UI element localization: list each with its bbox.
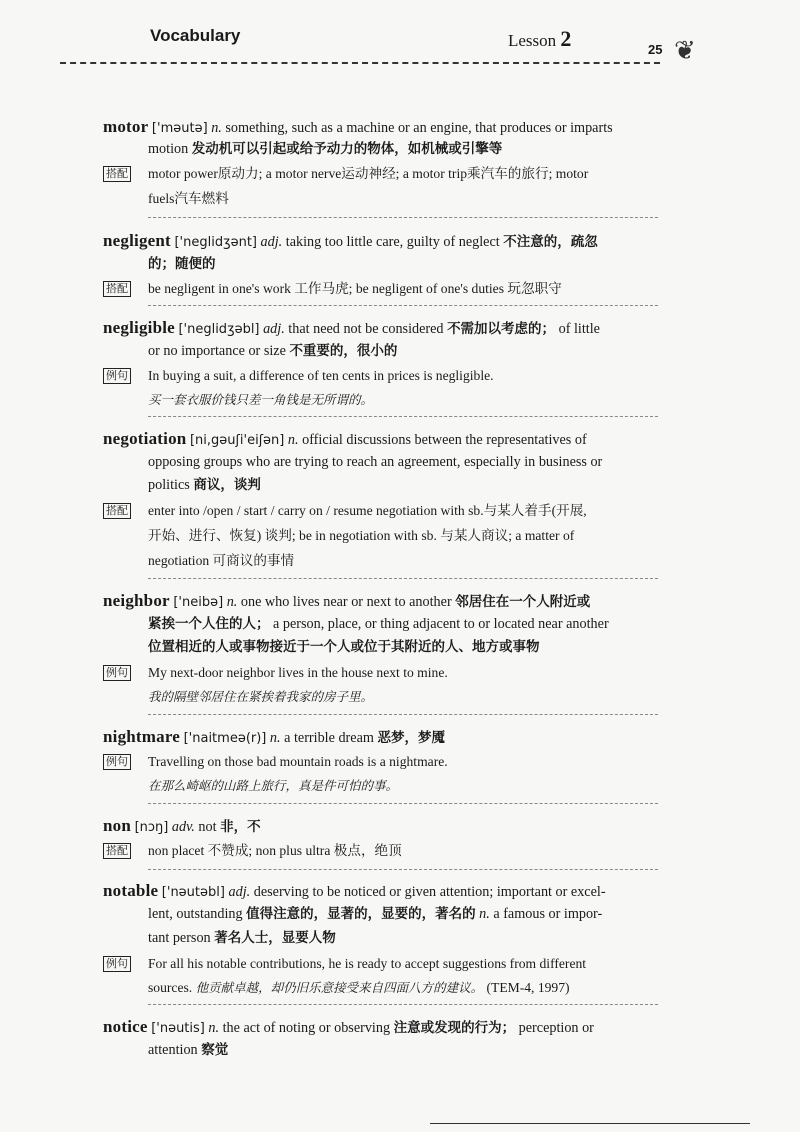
headword: notable xyxy=(103,881,159,900)
chinese-gloss: 发动机可以引起或给予动力的物体，如机械或引擎等 xyxy=(191,141,503,157)
example-tag: 例句 xyxy=(103,368,131,384)
headword: notice xyxy=(103,1017,148,1036)
entry-negotiation xyxy=(103,428,668,451)
page-number: 25 xyxy=(648,42,663,57)
headword: nightmare xyxy=(103,727,181,746)
separator xyxy=(148,869,658,870)
definition-cont: opposing groups who are trying to reach an agreement, especially in business or xyxy=(148,454,603,470)
separator xyxy=(148,416,658,417)
headword: non xyxy=(103,816,132,835)
headword: negligent xyxy=(103,231,171,250)
definition-cont xyxy=(148,254,668,275)
definition: of little xyxy=(558,321,600,337)
definition-cont xyxy=(148,614,668,635)
part-of-speech: n. xyxy=(211,120,222,136)
example-sentence: Travelling on those bad mountain roads is a nightmare. xyxy=(148,754,448,769)
collocation-tag: 搭配 xyxy=(103,281,131,297)
example-tag: 例句 xyxy=(103,665,131,681)
definition: something, such as a machine or an engine, that produces or imparts xyxy=(225,120,613,136)
part-of-speech: adj. xyxy=(263,321,285,337)
part-of-speech: n. xyxy=(479,906,490,922)
definition: taking too little care, guilty of neglect xyxy=(285,234,500,250)
phonetic: ['nəutəbl] xyxy=(161,885,225,900)
chinese-gloss: 非，不 xyxy=(220,819,261,835)
part-of-speech: n. xyxy=(208,1020,220,1036)
definition-cont xyxy=(148,341,668,362)
phonetic: [nɔŋ] xyxy=(134,820,169,835)
definition: one who lives near or next to another xyxy=(240,594,452,610)
definition: perception or xyxy=(518,1020,594,1036)
example-translation: 买一套衣服价钱只差一角钱是无所谓的。 xyxy=(148,392,374,407)
example-translation: 他贡献卓越，却仍旧乐意接受来自四面八方的建议。 xyxy=(195,980,484,995)
footer-rule xyxy=(430,1123,750,1124)
separator xyxy=(148,1004,658,1005)
example-source: (TEM-4, 1997) xyxy=(486,980,570,995)
part-of-speech: adj. xyxy=(228,884,251,900)
definition-cont xyxy=(148,475,668,496)
chinese-gloss: 注意或发现的行为； xyxy=(393,1020,516,1036)
leaf-icon: ❦ xyxy=(674,36,696,65)
separator xyxy=(148,217,658,218)
entry-non xyxy=(103,815,668,838)
definition-text: attention xyxy=(148,1042,198,1058)
entry-neighbor xyxy=(103,590,668,613)
headword: neighbor xyxy=(103,591,170,610)
definition: that need not be considered xyxy=(288,321,444,337)
chinese-gloss: 察觉 xyxy=(201,1042,229,1058)
example-sentence: In buying a suit, a difference of ten cents in prices is negligible. xyxy=(148,368,494,383)
chinese-gloss: 恶梦，梦魇 xyxy=(377,730,445,746)
definition-text: tant person xyxy=(148,930,211,946)
part-of-speech: n. xyxy=(287,432,299,448)
chinese-gloss: 邻居住在一个人附近或 xyxy=(455,594,591,610)
headword: motor xyxy=(103,117,149,136)
definition: deserving to be noticed or given attention; important or excel- xyxy=(253,884,606,900)
separator xyxy=(148,578,658,579)
collocation: motor power原动力; a motor nerve运动神经; a motor trip乘汽车的旅行; motor xyxy=(148,166,589,181)
phonetic: ['məutə] xyxy=(151,121,208,136)
example-translation: 在那么崎岖的山路上旅行，真是件可怕的事。 xyxy=(148,778,399,793)
chinese-gloss: 不需加以考虑的； xyxy=(447,321,556,337)
phonetic: ['neglidʒəbl] xyxy=(178,322,260,337)
collocation: negotiation 可商议的事情 xyxy=(148,553,295,568)
chinese-gloss: 的；随便的 xyxy=(148,256,216,272)
example-translation: 我的隔壁邻居住在紧挨着我家的房子里。 xyxy=(148,689,374,704)
collocation: 开始、进行、恢复) 谈判; be in negotiation with sb. 与某人商议; a matter of xyxy=(148,528,575,543)
example-text: sources. xyxy=(148,980,193,995)
chinese-gloss: 不注意的，疏忽 xyxy=(503,234,598,250)
lesson-title xyxy=(508,26,571,52)
chinese-gloss: 值得注意的，显著的，显要的，著名的 xyxy=(246,906,476,922)
collocation-tag: 搭配 xyxy=(103,166,131,182)
definition-text: motion xyxy=(148,141,189,157)
part-of-speech: adv. xyxy=(171,819,195,835)
definition-text: or no importance or size xyxy=(148,343,286,359)
definition-text: politics xyxy=(148,477,190,493)
lesson-word: Lesson xyxy=(508,31,557,50)
chinese-gloss: 紧挨一个人住的人； xyxy=(148,616,270,632)
example-sentence: My next-door neighbor lives in the house next to mine. xyxy=(148,665,448,680)
header-rule xyxy=(60,62,660,64)
headword: negligible xyxy=(103,318,175,337)
definition-cont xyxy=(148,904,668,925)
chinese-gloss: 商议，谈判 xyxy=(193,477,261,493)
entry-notable xyxy=(103,880,668,903)
definition-cont xyxy=(148,139,668,160)
chinese-gloss: 著名人士，显要人物 xyxy=(214,930,336,946)
definition: the act of noting or observing xyxy=(222,1020,391,1036)
section-title: Vocabulary xyxy=(150,26,241,45)
example-sentence: For all his notable contributions, he is ready to accept suggestions from different xyxy=(148,956,587,971)
lesson-number: 2 xyxy=(560,26,572,51)
collocation: non placet 不赞成; non plus ultra 极点，绝顶 xyxy=(148,843,402,858)
entry-nightmare xyxy=(103,726,668,749)
definition-text: a person, place, or thing adjacent to or located near another xyxy=(273,616,609,632)
entry-negligible xyxy=(103,317,668,340)
separator xyxy=(148,803,658,804)
part-of-speech: n. xyxy=(226,594,238,610)
example-tag: 例句 xyxy=(103,956,131,972)
definition: official discussions between the representatives of xyxy=(302,432,587,448)
phonetic: ['nəutis] xyxy=(151,1021,205,1036)
phonetic: ['naitmeə(r)] xyxy=(183,731,267,746)
chinese-gloss: 位置相近的人或事物接近于一个人或位于其附近的人、地方或事物 xyxy=(148,639,540,655)
collocation: fuels汽车燃料 xyxy=(148,191,229,206)
phonetic: ['neibə] xyxy=(173,595,224,610)
collocation: be negligent in one's work 工作马虎; be negligent of one's duties 玩忽职守 xyxy=(148,281,562,296)
definition: a terrible dream xyxy=(284,730,374,746)
definition-cont xyxy=(148,1040,668,1061)
example-tag: 例句 xyxy=(103,754,131,770)
definition-cont xyxy=(148,637,668,658)
collocation-tag: 搭配 xyxy=(103,503,131,519)
collocation-tag: 搭配 xyxy=(103,843,131,859)
separator xyxy=(148,305,658,306)
entry-notice xyxy=(103,1016,668,1039)
definition-text: lent, outstanding xyxy=(148,906,243,922)
part-of-speech: adj. xyxy=(260,234,283,250)
chinese-gloss: 不重要的，很小的 xyxy=(289,343,398,359)
phonetic: ['neglidʒənt] xyxy=(174,235,257,250)
headword: negotiation xyxy=(103,429,187,448)
example-sentence-cont xyxy=(148,977,668,998)
collocation: enter into /open / start / carry on / resume negotiation with sb.与某人着手(开展, xyxy=(148,503,587,518)
definition-text: a famous or impor- xyxy=(493,906,603,922)
definition: not xyxy=(198,819,217,835)
entry-motor xyxy=(103,116,668,139)
definition-cont xyxy=(148,928,668,949)
entry-negligent xyxy=(103,230,668,253)
separator xyxy=(148,714,658,715)
phonetic: [ni,gəuʃi'eiʃən] xyxy=(189,433,285,448)
part-of-speech: n. xyxy=(269,730,281,746)
